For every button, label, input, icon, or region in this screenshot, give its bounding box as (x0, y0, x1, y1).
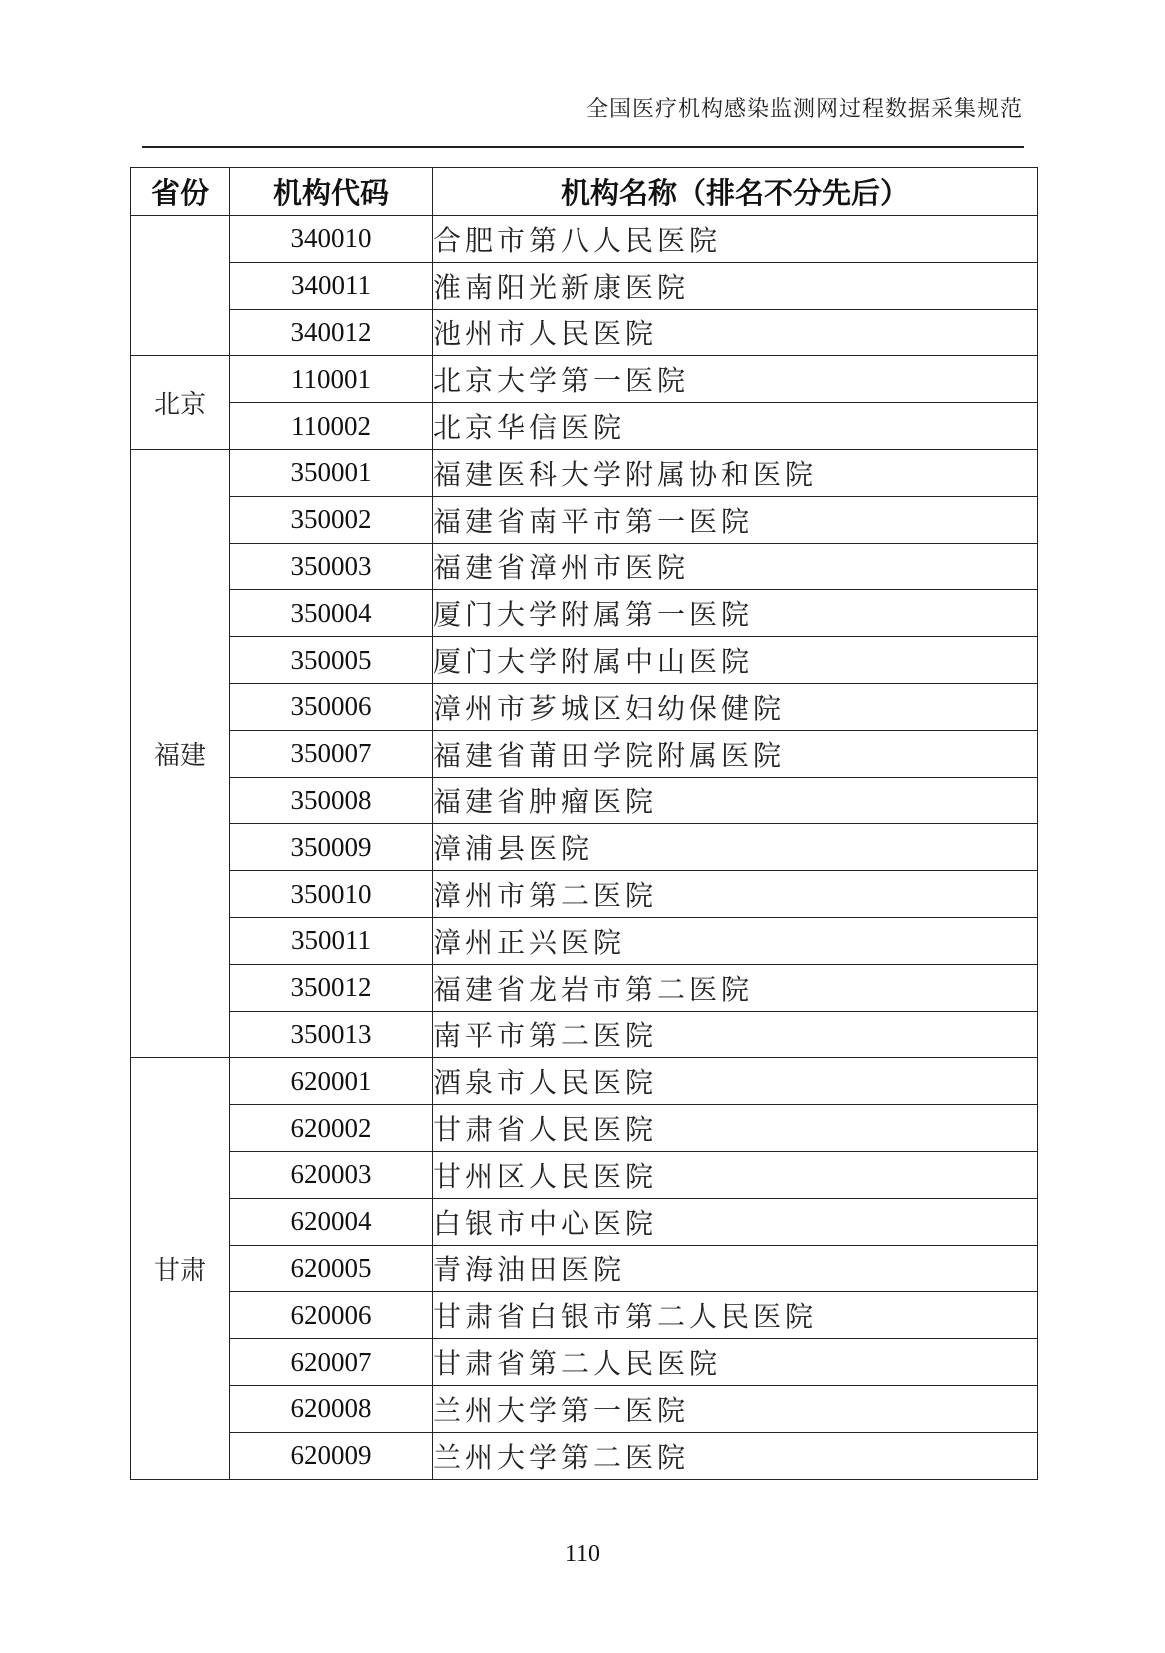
institution-name-cell: 福建省肿瘤医院 (433, 777, 1038, 824)
institution-name-cell: 漳浦县医院 (433, 824, 1038, 871)
table-row (131, 1011, 1038, 1058)
institution-name-cell: 青海油田医院 (433, 1245, 1038, 1292)
institution-code-cell: 620001 (230, 1058, 433, 1105)
table-row (131, 262, 1038, 309)
institution-code-cell: 110001 (230, 356, 433, 403)
institution-table (130, 167, 1038, 1480)
table-row (131, 777, 1038, 824)
institution-name-cell: 漳州正兴医院 (433, 917, 1038, 964)
table-row (131, 637, 1038, 684)
table-row (131, 590, 1038, 637)
institution-code-cell: 350013 (230, 1011, 433, 1058)
institution-code-cell: 110002 (230, 403, 433, 450)
table-row (131, 964, 1038, 1011)
institution-code-cell: 350008 (230, 777, 433, 824)
table-row (131, 917, 1038, 964)
institution-name-cell: 福建省漳州市医院 (433, 543, 1038, 590)
table-row (131, 1432, 1038, 1479)
table-row (131, 449, 1038, 496)
province-cell: 福建 (131, 449, 230, 1057)
institution-code-cell: 350006 (230, 683, 433, 730)
institution-code-cell: 620007 (230, 1339, 433, 1386)
table-row (131, 1151, 1038, 1198)
province-cell: 北京 (131, 356, 230, 450)
institution-name-cell: 合肥市第八人民医院 (433, 216, 1038, 263)
institution-name-cell: 南平市第二医院 (433, 1011, 1038, 1058)
table-row (131, 683, 1038, 730)
institution-name-cell: 福建省龙岩市第二医院 (433, 964, 1038, 1011)
institution-code-cell: 620004 (230, 1198, 433, 1245)
institution-code-cell: 340010 (230, 216, 433, 263)
institution-code-cell: 350002 (230, 496, 433, 543)
institution-name-cell: 甘肃省白银市第二人民医院 (433, 1292, 1038, 1339)
table-row (131, 403, 1038, 450)
province-cell (131, 216, 230, 356)
table-row (131, 309, 1038, 356)
column-header-name: 机构名称（排名不分先后） (433, 168, 1038, 216)
institution-name-cell: 北京大学第一医院 (433, 356, 1038, 403)
page-number: 110 (564, 1541, 601, 1567)
institution-name-cell: 兰州大学第二医院 (433, 1432, 1038, 1479)
institution-name-cell: 福建省莆田学院附属医院 (433, 730, 1038, 777)
running-header: 全国医疗机构感染监测网过程数据采集规范 (585, 97, 1023, 122)
institution-code-cell: 620006 (230, 1292, 433, 1339)
table-body (131, 216, 1038, 1480)
header-divider (142, 146, 1024, 148)
table-row (131, 1105, 1038, 1152)
institution-name-cell: 北京华信医院 (433, 403, 1038, 450)
institution-code-cell: 350003 (230, 543, 433, 590)
institution-name-cell: 厦门大学附属第一医院 (433, 590, 1038, 637)
institution-name-cell: 池州市人民医院 (433, 309, 1038, 356)
institution-name-cell: 漳州市第二医院 (433, 871, 1038, 918)
institution-name-cell: 厦门大学附属中山医院 (433, 637, 1038, 684)
institution-code-cell: 350007 (230, 730, 433, 777)
institution-name-cell: 漳州市芗城区妇幼保健院 (433, 683, 1038, 730)
table-row (131, 356, 1038, 403)
table-header-row (131, 168, 1038, 216)
table-row (131, 871, 1038, 918)
institution-name-cell: 酒泉市人民医院 (433, 1058, 1038, 1105)
institution-code-cell: 350012 (230, 964, 433, 1011)
institution-name-cell: 兰州大学第一医院 (433, 1385, 1038, 1432)
province-cell: 甘肃 (131, 1058, 230, 1479)
institution-code-cell: 350011 (230, 917, 433, 964)
institution-code-cell: 350004 (230, 590, 433, 637)
institution-name-cell: 甘州区人民医院 (433, 1151, 1038, 1198)
institution-code-cell: 350010 (230, 871, 433, 918)
table-row (131, 730, 1038, 777)
table-row (131, 1385, 1038, 1432)
column-header-code: 机构代码 (230, 168, 433, 216)
table-row (131, 824, 1038, 871)
institution-code-cell: 620008 (230, 1385, 433, 1432)
institution-name-cell: 淮南阳光新康医院 (433, 262, 1038, 309)
institution-name-cell: 福建医科大学附属协和医院 (433, 449, 1038, 496)
institution-name-cell: 福建省南平市第一医院 (433, 496, 1038, 543)
table-row (131, 1292, 1038, 1339)
institution-code-cell: 340011 (230, 262, 433, 309)
institution-code-cell: 620009 (230, 1432, 433, 1479)
table-row (131, 216, 1038, 263)
table-row (131, 1058, 1038, 1105)
institution-code-cell: 620005 (230, 1245, 433, 1292)
table-row (131, 543, 1038, 590)
table-row (131, 1245, 1038, 1292)
table-row (131, 1198, 1038, 1245)
institution-name-cell: 甘肃省第二人民医院 (433, 1339, 1038, 1386)
institution-name-cell: 白银市中心医院 (433, 1198, 1038, 1245)
institution-code-cell: 620002 (230, 1105, 433, 1152)
institution-name-cell: 甘肃省人民医院 (433, 1105, 1038, 1152)
institution-code-cell: 350005 (230, 637, 433, 684)
institution-code-cell: 620003 (230, 1151, 433, 1198)
table-row (131, 496, 1038, 543)
institution-code-cell: 350001 (230, 449, 433, 496)
institution-code-cell: 350009 (230, 824, 433, 871)
institution-code-cell: 340012 (230, 309, 433, 356)
table-row (131, 1339, 1038, 1386)
column-header-province: 省份 (131, 168, 230, 216)
